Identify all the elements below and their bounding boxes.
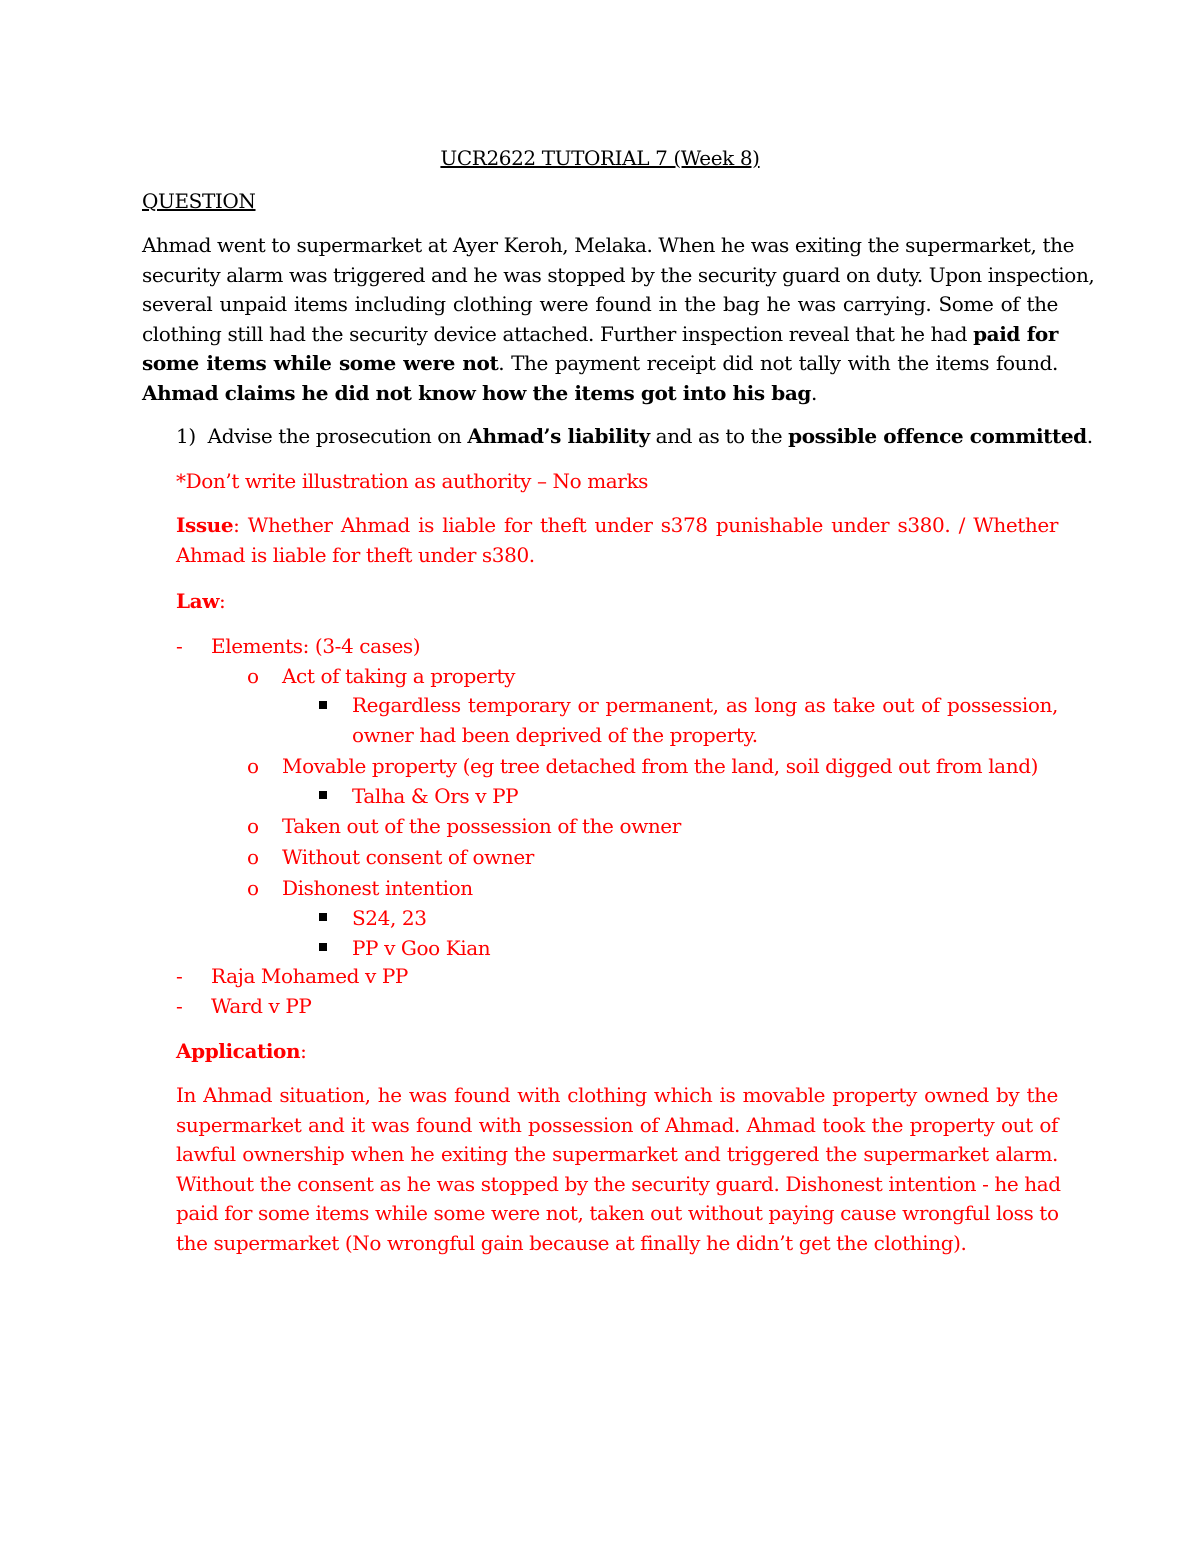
- square-bullet-icon: [319, 791, 327, 799]
- task-number: 1): [176, 424, 196, 448]
- question-heading: QUESTION: [142, 189, 256, 213]
- issue-label: Issue: [176, 513, 234, 537]
- law-consent-item: Without consent of owner: [282, 845, 534, 869]
- question-line: Ahmad claims he did not know how the items got into his bag.: [142, 380, 817, 405]
- law-act-item: Act of taking a property: [282, 664, 515, 688]
- law-taken-item: Taken out of the possession of the owner: [282, 814, 681, 838]
- dash-bullet: -: [176, 964, 183, 988]
- question-line: security alarm was triggered and he was stopped by the security guard on duty. Upon inspection,: [142, 262, 1095, 287]
- ahmad-claims-emphasis: Ahmad claims he did not know how the items got into his bag: [142, 380, 811, 405]
- law-goo-kian-case: PP v Goo Kian: [352, 936, 491, 960]
- square-bullet-icon: [319, 943, 327, 951]
- task-question: 1) Advise the prosecution on Ahmad’s liability and as to the possible offence committed.: [176, 424, 1093, 448]
- law-heading: Law:: [176, 589, 226, 613]
- law-raja-case: Raja Mohamed v PP: [211, 964, 408, 988]
- law-talha-case: Talha & Ors v PP: [352, 784, 519, 808]
- law-movable-item: Movable property (eg tree detached from the land, soil digged out from land): [282, 754, 1038, 778]
- circle-bullet: o: [247, 876, 259, 900]
- circle-bullet: o: [247, 814, 259, 838]
- dash-bullet: -: [176, 634, 183, 658]
- question-paragraph: [142, 231, 1095, 409]
- ahmad-liability-emphasis: Ahmad’s liability: [467, 424, 650, 448]
- application-paragraph: In Ahmad situation, he was found with clothing which is movable property owned by the supermarket and it was found with possession of Ahmad. Ahmad took the property out of lawful ownership when he exiting the supermarket and triggered the supermarket alarm. Without the consent as he was stopped by the security guard. Dishonest intention - he had paid for some items while some were not, taken out without paying cause wrongful loss to the supermarket (No wrongful gain because at finally he didn’t get the clothing).: [176, 1083, 1061, 1255]
- application-heading: Application:: [176, 1039, 307, 1063]
- circle-bullet: o: [247, 754, 259, 778]
- application-label: Application: [176, 1039, 301, 1063]
- question-line: Ahmad went to supermarket at Ayer Keroh, Melaka. When he was exiting the supermarket, the: [142, 233, 1075, 257]
- some-items-emphasis: some items while some were not: [142, 351, 499, 376]
- question-line: clothing still had the security device attached. Further inspection reveal that he had paid for: [142, 321, 1058, 346]
- paid-for-emphasis: paid for: [973, 321, 1058, 346]
- law-elements-item: Elements: (3-4 cases): [211, 634, 421, 658]
- possible-offence-emphasis: possible offence committed: [788, 424, 1087, 448]
- law-label: Law: [176, 589, 220, 613]
- question-line: several unpaid items including clothing were found in the bag he was carrying. Some of the: [142, 292, 1058, 317]
- law-dishonest-item: Dishonest intention: [282, 876, 473, 900]
- circle-bullet: o: [247, 664, 259, 688]
- circle-bullet: o: [247, 845, 259, 869]
- question-line: some items while some were not. The payment receipt did not tally with the items found.: [142, 351, 1058, 376]
- authority-note: *Don’t write illustration as authority – No marks: [176, 469, 649, 493]
- law-s24-item: S24, 23: [352, 906, 427, 930]
- law-regardless-item: Regardless temporary or permanent, as long as take out of possession, owner had been deprived of the property.: [352, 693, 1058, 747]
- square-bullet-icon: [319, 701, 327, 709]
- dash-bullet: -: [176, 994, 183, 1018]
- law-ward-case: Ward v PP: [211, 994, 312, 1018]
- document-title: UCR2622 TUTORIAL 7 (Week 8): [440, 146, 760, 170]
- issue-paragraph: Issue: Whether Ahmad is liable for theft under s378 punishable under s380. / Whether Ahmad is liable for theft under s380.: [176, 513, 1058, 567]
- square-bullet-icon: [319, 913, 327, 921]
